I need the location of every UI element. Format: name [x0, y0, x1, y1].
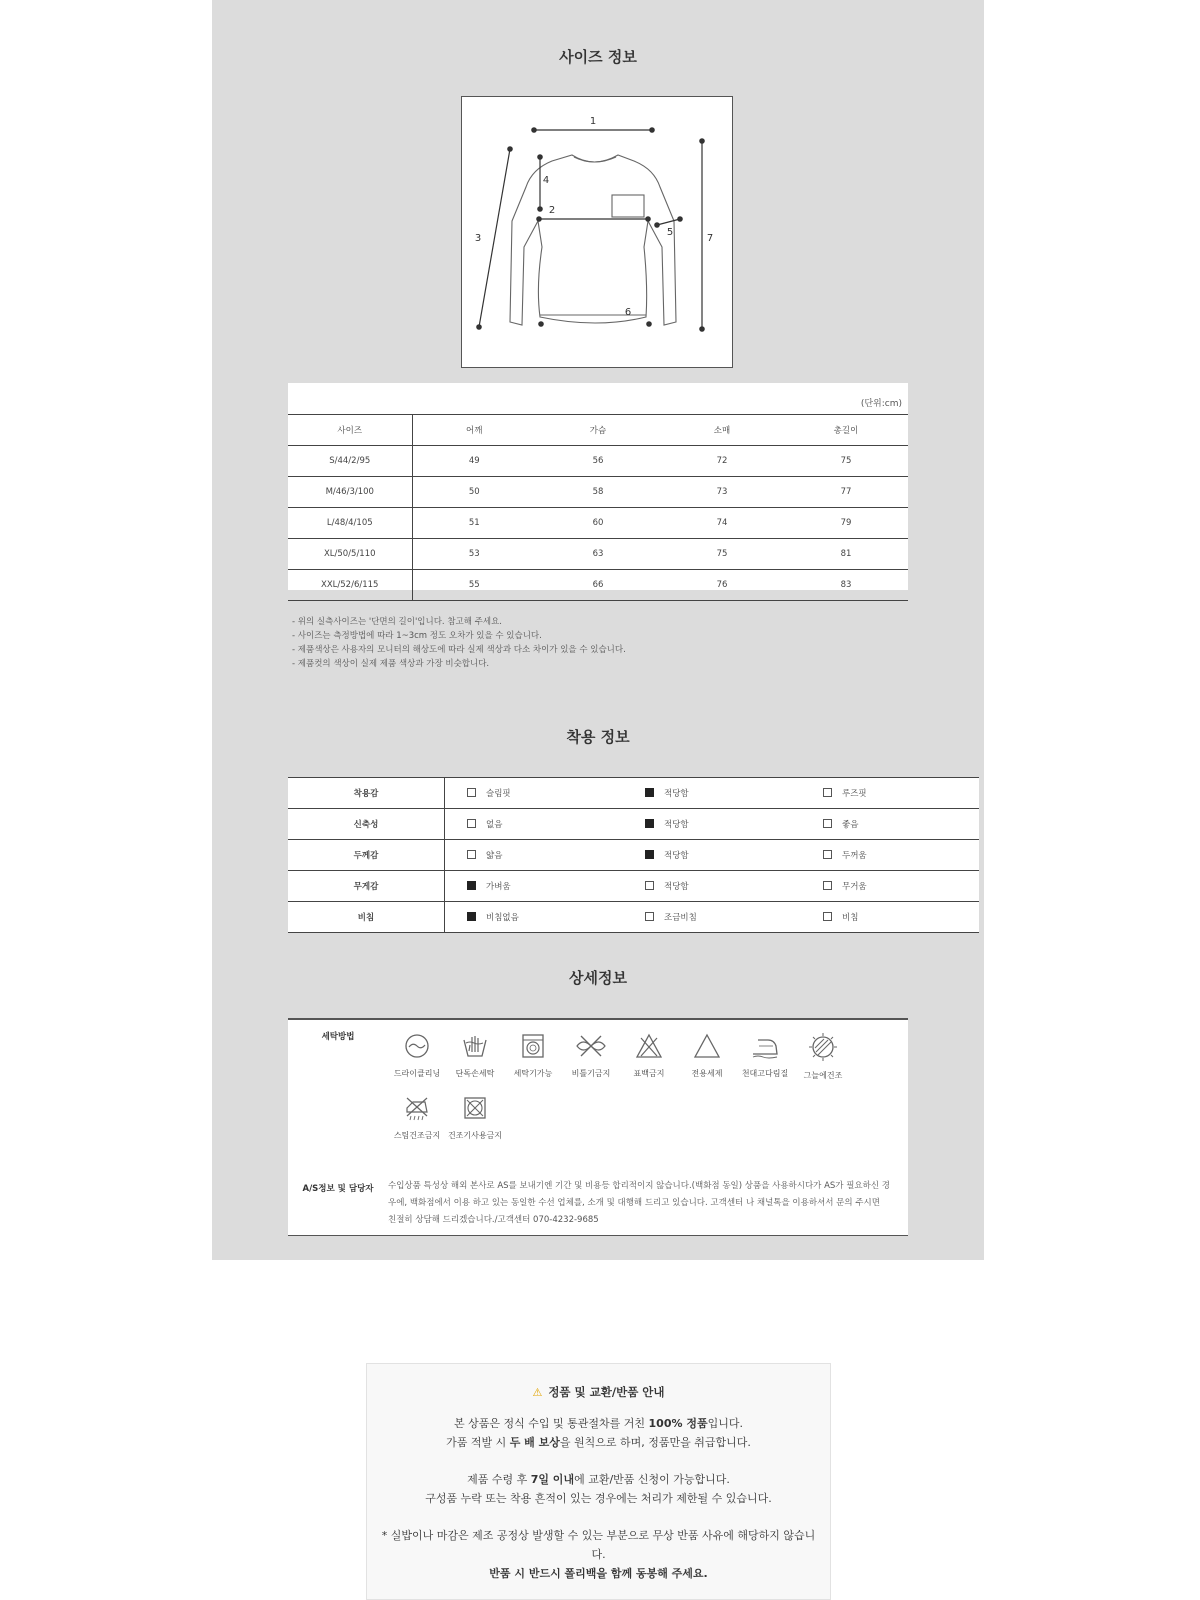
length-cell: 79: [784, 508, 908, 539]
fit-option-label: 두꺼움: [842, 851, 867, 861]
fit-option: [623, 840, 801, 871]
notice-line: 반품 시 반드시 폴리백을 함께 동봉해 주세요.: [489, 1567, 708, 1580]
size-cell: XL/50/5/110: [288, 539, 412, 570]
notice-title: [367, 1384, 830, 1400]
fit-option: [801, 840, 979, 871]
fit-row-label: 신축성: [288, 809, 445, 840]
fit-option: [445, 809, 624, 840]
fit-option: [445, 902, 624, 933]
sleeve-cell: 72: [660, 446, 784, 477]
shade-dry-icon: [808, 1032, 838, 1062]
diagram-label-3: 3: [474, 233, 482, 244]
wash-icon-label: 그늘에건조: [803, 1071, 843, 1080]
fit-option: [445, 840, 624, 871]
wash-icon-item: [388, 1032, 446, 1079]
as-line: 수입상품 특성상 해외 본사로 AS를 보내기엔 기간 및 비용등 합리적이지 않습니다.(백화점 동일) 상품을 사용하시다가 AS가 필요하신 경: [388, 1181, 890, 1191]
fit-option: [623, 902, 801, 933]
fit-row: [288, 871, 979, 902]
table-row: [288, 446, 908, 477]
header-size: 사이즈: [288, 415, 412, 446]
checked-box-icon: [645, 819, 654, 828]
size-notes: [292, 615, 626, 671]
notice-text: 가품 적발 시: [446, 1436, 510, 1449]
wash-icon-label: 천대고다림질: [741, 1069, 789, 1078]
wash-icon-item: [678, 1032, 736, 1079]
table-row: [288, 539, 908, 570]
fit-row-label: 두께감: [288, 840, 445, 871]
sleeve-cell: 76: [660, 570, 784, 601]
unchecked-box-icon: [823, 912, 832, 921]
table-row: [288, 508, 908, 539]
table-row: [288, 477, 908, 508]
as-info-label: A/S정보 및 담당자: [302, 1184, 374, 1194]
as-info-text: [388, 1178, 898, 1229]
wash-icon-item: [620, 1032, 678, 1079]
fit-option: [801, 778, 979, 809]
wash-icon-label: 세탁기가능: [513, 1069, 553, 1078]
fit-option: [801, 871, 979, 902]
wash-icon-item: [446, 1094, 504, 1141]
wash-icon-label: 비틀기금지: [571, 1069, 611, 1078]
diagram-label-1: 1: [589, 116, 597, 127]
notice-bold: 두 배 보상: [509, 1436, 560, 1449]
unchecked-box-icon: [467, 819, 476, 828]
fit-option-label: 얇음: [486, 851, 503, 861]
size-cell: S/44/2/95: [288, 446, 412, 477]
fit-option: [623, 871, 801, 902]
hand-wash-icon: [461, 1032, 489, 1060]
machine-wash-icon: [519, 1032, 547, 1060]
fit-option-label: 루즈핏: [842, 789, 867, 799]
diagram-label-2: 2: [548, 205, 556, 216]
fit-option: [623, 809, 801, 840]
checked-box-icon: [467, 881, 476, 890]
notice-text: 입니다.: [707, 1417, 743, 1430]
no-tumble-dry-icon: [461, 1094, 489, 1122]
unchecked-box-icon: [467, 850, 476, 859]
fit-row-label: 착용감: [288, 778, 445, 809]
header-sleeve: 소매: [660, 415, 784, 446]
product-info-panel: [212, 0, 984, 1260]
fit-option-label: 적당함: [664, 851, 689, 861]
notice-line: 다.: [591, 1548, 606, 1561]
fit-row: [288, 778, 979, 809]
diagram-label-4: 4: [542, 175, 550, 186]
no-bleach-icon: [635, 1032, 663, 1060]
unchecked-box-icon: [823, 819, 832, 828]
wash-icon-item: [504, 1032, 562, 1079]
wash-icon-label: 건조기사용금지: [447, 1131, 503, 1140]
length-cell: 81: [784, 539, 908, 570]
notice-line: 구성품 누락 또는 착용 흔적이 있는 경우에는 처리가 제한될 수 있습니다.: [425, 1492, 772, 1505]
unchecked-box-icon: [467, 788, 476, 797]
sleeve-cell: 73: [660, 477, 784, 508]
warning-icon: ⚠: [532, 1386, 543, 1399]
checked-box-icon: [467, 912, 476, 921]
wash-icon-item: [794, 1032, 852, 1081]
wash-icon-label: 스팀건조금지: [393, 1131, 441, 1140]
size-section-title: 사이즈 정보: [559, 48, 637, 66]
fit-option-label: 좋음: [842, 820, 859, 830]
fit-option-label: 조금비침: [664, 913, 697, 923]
length-cell: 75: [784, 446, 908, 477]
wash-icon-item: [388, 1094, 446, 1141]
sleeve-cell: 74: [660, 508, 784, 539]
chest-cell: 58: [536, 477, 660, 508]
fit-option-label: 비침: [842, 913, 859, 923]
shoulder-cell: 50: [412, 477, 536, 508]
no-steam-dry-icon: [403, 1094, 431, 1122]
table-row: [288, 570, 908, 601]
header-shoulder: 어깨: [412, 415, 536, 446]
notice-line: [367, 1433, 830, 1452]
notice-title-text: 정품 및 교환/반품 안내: [548, 1385, 665, 1399]
shoulder-cell: 49: [412, 446, 536, 477]
notice-bold: 100% 정품: [648, 1417, 708, 1430]
unchecked-box-icon: [645, 881, 654, 890]
checked-box-icon: [645, 788, 654, 797]
iron-cloth-icon: [750, 1032, 780, 1060]
header-chest: 가슴: [536, 415, 660, 446]
wash-icon-item: [446, 1032, 504, 1079]
wash-icon-label: 표백금지: [633, 1069, 665, 1078]
authenticity-return-notice: [366, 1363, 831, 1600]
diagram-label-5: 5: [666, 227, 674, 238]
chest-cell: 56: [536, 446, 660, 477]
fit-row: [288, 840, 979, 871]
fit-table: [288, 777, 979, 933]
chest-cell: 63: [536, 539, 660, 570]
notice-line: [367, 1470, 830, 1489]
unchecked-box-icon: [823, 881, 832, 890]
dry-clean-icon: [403, 1032, 431, 1060]
fit-option-label: 없음: [486, 820, 503, 830]
unchecked-box-icon: [645, 912, 654, 921]
size-cell: M/46/3/100: [288, 477, 412, 508]
wash-icon-label: 단독손세탁: [455, 1069, 495, 1078]
length-cell: 83: [784, 570, 908, 601]
unchecked-box-icon: [823, 788, 832, 797]
detail-section-title: 상세정보: [569, 969, 627, 987]
detail-table: [288, 1018, 908, 1236]
fit-option-label: 적당함: [664, 820, 689, 830]
fit-row: [288, 902, 979, 933]
fit-option-label: 슬림핏: [486, 789, 511, 799]
notice-text: 제품 수령 후: [467, 1473, 531, 1486]
wash-method-label: 세탁방법: [321, 1032, 355, 1042]
notice-line: * 실밥이나 마감은 제조 공정상 발생할 수 있는 부분으로 무상 반품 사유에 해당하지 않습니: [381, 1529, 816, 1542]
no-wring-icon: [575, 1032, 607, 1060]
size-note: - 제품색상은 사용자의 모니터의 해상도에 따라 실제 색상과 다소 차이가 있을 수 있습니다.: [292, 645, 626, 655]
fit-option: [801, 809, 979, 840]
as-line: 친절히 상담해 드리겠습니다./고객센터 070-4232-9685: [388, 1215, 599, 1225]
fit-option-label: 적당함: [664, 789, 689, 799]
wash-icon-label: 드라이클리닝: [393, 1069, 441, 1078]
size-note: - 위의 실측사이즈는 '단면의 길이'입니다. 참고해 주세요.: [292, 617, 502, 627]
chest-cell: 60: [536, 508, 660, 539]
fit-row-label: 비침: [288, 902, 445, 933]
unit-label: (단위:cm): [860, 399, 902, 409]
as-line: 우에, 백화점에서 이용 하고 있는 동일한 수선 업체를, 소개 및 대행해 드리고 있습니다. 고객센터 나 채널톡을 이용하셔서 문의 주시면: [388, 1198, 880, 1208]
length-cell: 77: [784, 477, 908, 508]
size-table: [288, 414, 908, 601]
special-detergent-icon: [693, 1032, 721, 1060]
notice-text: 에 교환/반품 신청이 가능합니다.: [574, 1473, 730, 1486]
fit-option: [445, 871, 624, 902]
notice-text: 을 원칙으로 하며, 정품만을 취급합니다.: [559, 1436, 751, 1449]
shoulder-cell: 55: [412, 570, 536, 601]
shoulder-cell: 51: [412, 508, 536, 539]
fit-option-label: 적당함: [664, 882, 689, 892]
fit-option: [623, 778, 801, 809]
size-note: - 사이즈는 측정방법에 따라 1~3cm 정도 오차가 있을 수 있습니다.: [292, 631, 542, 641]
size-cell: XXL/52/6/115: [288, 570, 412, 601]
size-table-card: [288, 383, 908, 590]
fit-option-label: 무거움: [842, 882, 867, 892]
chest-cell: 66: [536, 570, 660, 601]
tshirt-measure-illustration: [462, 97, 732, 367]
checked-box-icon: [645, 850, 654, 859]
notice-text: 본 상품은 정식 수입 및 통관절차를 거친: [454, 1417, 649, 1430]
fit-row-label: 무게감: [288, 871, 445, 902]
unchecked-box-icon: [823, 850, 832, 859]
wash-icon-item: [736, 1032, 794, 1079]
diagram-label-6: 6: [624, 307, 632, 318]
size-table-header: [288, 415, 908, 446]
size-cell: L/48/4/105: [288, 508, 412, 539]
fit-option-label: 비침없음: [486, 913, 519, 923]
fit-row: [288, 809, 979, 840]
notice-bold: 7일 이내: [530, 1473, 575, 1486]
fit-option-label: 가벼움: [486, 882, 511, 892]
notice-line: [367, 1414, 830, 1433]
sleeve-cell: 75: [660, 539, 784, 570]
wash-icon-label: 전용세제: [691, 1069, 723, 1078]
size-diagram: [461, 96, 733, 368]
fit-option: [801, 902, 979, 933]
wash-icon-item: [562, 1032, 620, 1079]
shoulder-cell: 53: [412, 539, 536, 570]
header-length: 총길이: [784, 415, 908, 446]
diagram-label-7: 7: [706, 233, 714, 244]
fit-option: [445, 778, 624, 809]
fit-section-title: 착용 정보: [566, 728, 630, 746]
size-note: - 제품컷의 색상이 실제 제품 색상과 가장 비슷합니다.: [292, 659, 490, 669]
